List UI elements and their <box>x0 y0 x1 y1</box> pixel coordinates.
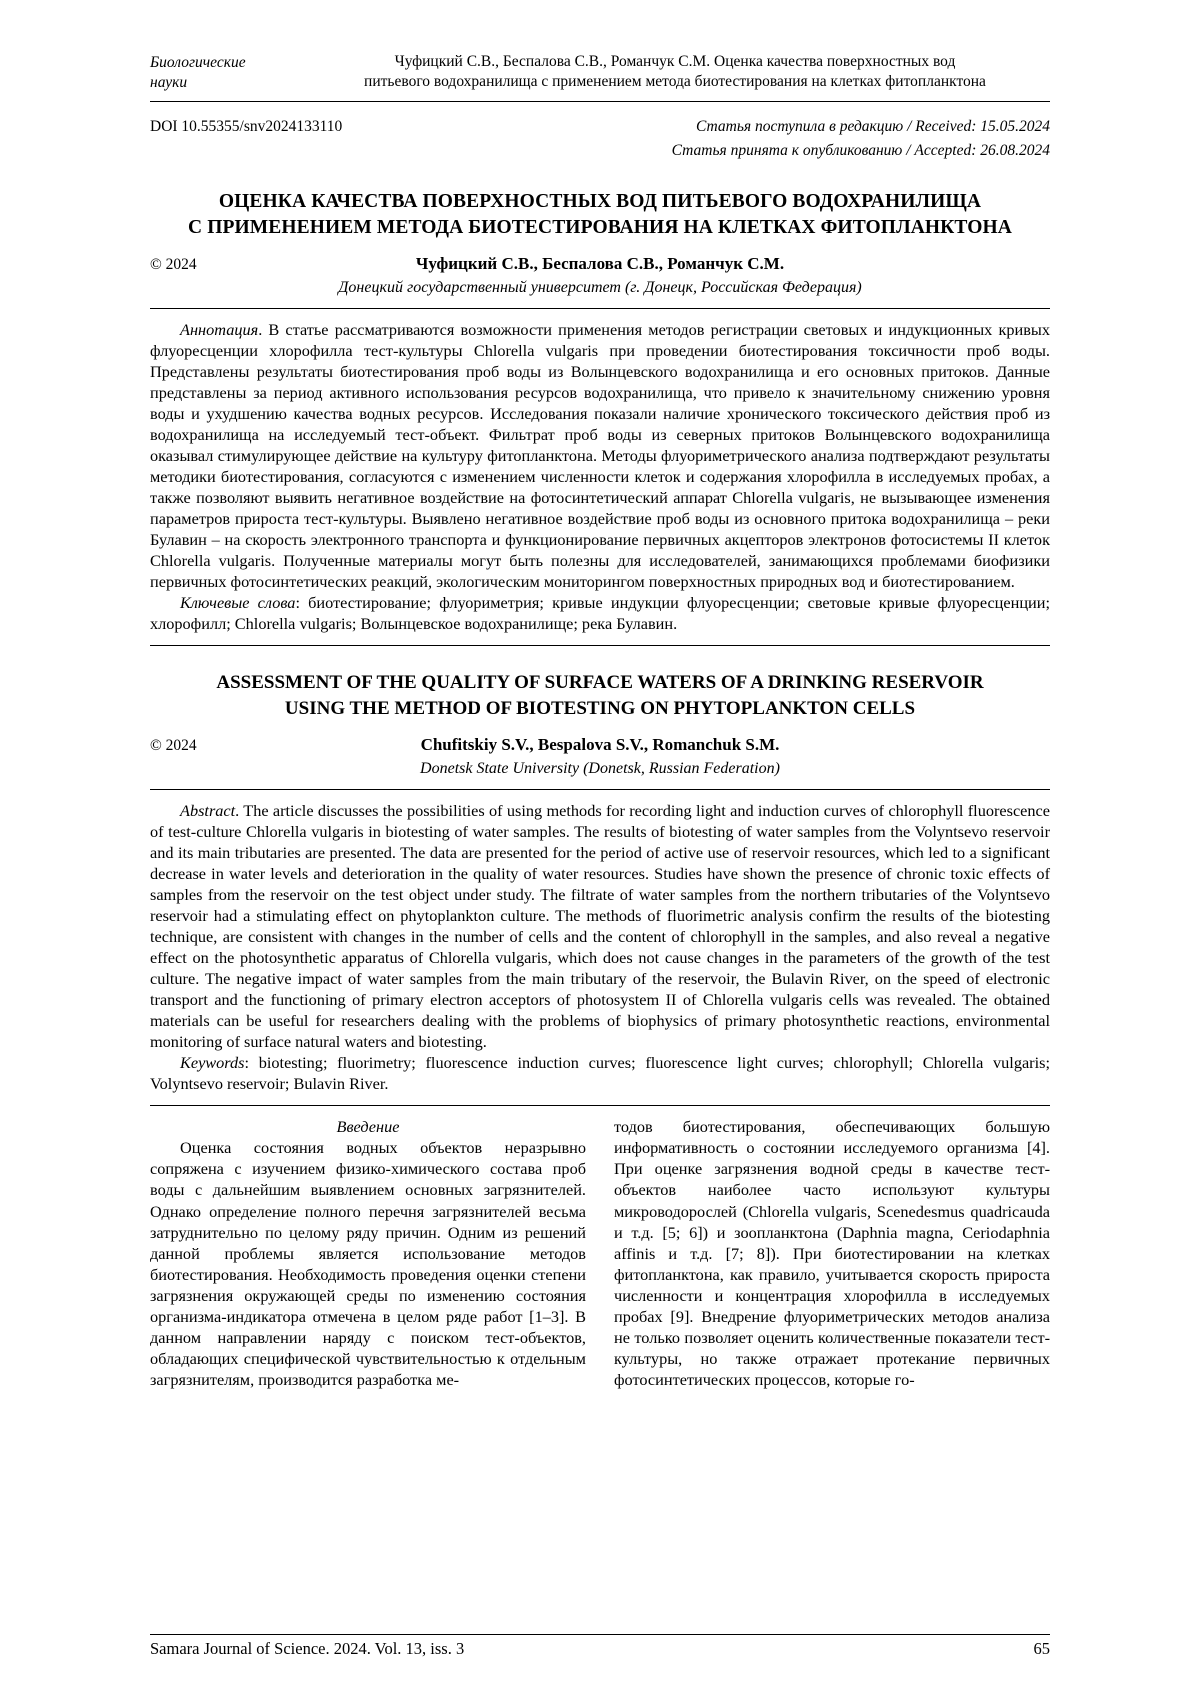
accepted-date: Статья принята к опубликованию / Accepted: 26.08.2024 <box>671 141 1050 159</box>
affiliation-en: Donetsk State University (Donetsk, Russian Federation) <box>420 759 780 777</box>
received-date: Статья поступила в редакцию / Received: 15.05.2024 <box>695 117 1050 135</box>
body-columns <box>150 1116 1050 1390</box>
running-head-right-line1: Чуфицкий С.В., Беспалова С.В., Романчук С.М. Оценка качества поверхностных вод <box>394 53 956 70</box>
abstract-en <box>150 800 1050 1094</box>
abstract-en-paragraph <box>150 800 1050 1052</box>
keywords-en-label: Keywords <box>180 1053 245 1073</box>
footer-divider <box>150 1634 1050 1635</box>
affiliation-ru: Донецкий государственный университет (г. Донецк, Российская Федерация) <box>338 278 862 296</box>
article-metadata <box>150 115 1050 163</box>
page-title-ru-line1: ОЦЕНКА КАЧЕСТВА ПОВЕРХНОСТНЫХ ВОД ПИТЬЕВОГО ВОДОХРАНИЛИЩА <box>218 190 982 212</box>
running-head <box>150 52 1050 94</box>
running-head-divider <box>150 101 1050 102</box>
section-heading-introduction: Введение <box>336 1117 400 1137</box>
body-column-left <box>150 1116 586 1390</box>
body-left-paragraph: Оценка состояния водных объектов неразрывно сопряжена с изучением физико-химического состава проб воды с дальнейшим выявлением основных загрязнителей. Однако определение полного перечня загрязнителей весьма затруднительно по целому ряду причин. Одним из решений данной проблемы является использование методов биотестирования. Необходимость проведения оценки степени загрязнения окружающей среды по изменению состояния организма-индикатора отмечена в целом ряде работ [1–3]. В данном направлении наряду с поиском тест-объектов, обладающих специфической чувствительностью к отдельным загрязнителям, производится разработка ме- <box>150 1138 586 1390</box>
copyright-en: © 2024 <box>150 736 197 754</box>
abstract-ru-label: Аннотация <box>180 319 259 339</box>
abstract-en-label: Abstract <box>180 800 236 820</box>
authors-en: Chufitskiy S.V., Bespalova S.V., Romanchuk S.M. <box>420 734 780 754</box>
running-head-left-line1: Биологические <box>150 54 246 71</box>
abstract-ru <box>150 319 1050 634</box>
page-title-ru <box>150 189 1050 242</box>
abstract-divider-ru-bottom <box>150 645 1050 646</box>
keywords-en-text: : biotesting; fluorimetry; fluorescence induction curves; fluorescence light curves; chlorophyll; Chlorella vulgaris; Volyntsevo reservoir; Bulavin River. <box>150 1053 1050 1094</box>
abstract-en-text: . The article discusses the possibilities of using methods for recording light and induction curves of chlorophyll fluorescence of test-culture Chlorella vulgaris in biotesting of water samples. The results of biotesting of water samples from the Volyntsevo reservoir and its main tributaries are presented. The data are presented for the period of active use of reservoir resources, which led to a significant decrease in water levels and deterioration in the quality of water resources. Studies have shown the presence of chronic toxic effects of samples from the reservoir on the test object under study. The filtrate of water samples from the northern tributaries of the Volyntsevo reservoir had a stimulating effect on phytoplankton culture. The methods of fluorimetric analysis confirm the results of the biotesting technique, are consistent with changes in the number of cells and the content of chlorophyll in the samples, and also reveal a negative effect on the photosynthetic apparatus of Chlorella vulgaris, which does not cause changes in the parameters of the growth of the test culture. The negative impact of water samples from the main tributary of the reservoir, the Bulavin River, on the speed of electronic transport and the functioning of primary electron acceptors of photosystem II of Chlorella vulgaris cells was revealed. The obtained materials can be useful for researchers dealing with the problems of biophysics of primary photosynthetic reactions, environmental monitoring of surface natural waters and biotesting. <box>150 800 1050 1052</box>
running-head-left <box>150 52 300 94</box>
abstract-ru-paragraph <box>150 319 1050 592</box>
abstract-divider-en-top <box>150 789 1050 790</box>
abstract-divider-en-bottom <box>150 1105 1050 1106</box>
page-title-en-line1: ASSESSMENT OF THE QUALITY OF SURFACE WATERS OF A DRINKING RESERVOIR <box>216 671 984 693</box>
keywords-ru-paragraph <box>150 592 1050 634</box>
copyright-ru: © 2024 <box>150 255 197 273</box>
keywords-en-paragraph <box>150 1052 1050 1094</box>
keywords-ru-label: Ключевые слова <box>180 592 296 612</box>
page-title-en-line2: USING THE METHOD OF BIOTESTING ON PHYTOPLANKTON CELLS <box>284 698 916 720</box>
page-title-en <box>150 670 1050 723</box>
running-head-left-line2: науки <box>150 74 188 92</box>
footer-page-number: 65 <box>1033 1639 1050 1658</box>
doi-code[interactable]: DOI 10.55355/snv2024133110 <box>150 117 343 135</box>
abstract-divider-ru-top <box>150 308 1050 309</box>
footer-journal: Samara Journal of Science. 2024. Vol. 13, iss. 3 <box>150 1639 465 1658</box>
page-footer <box>150 1634 1050 1659</box>
submission-dates <box>672 115 1050 163</box>
running-head-right <box>300 52 1050 93</box>
body-right-paragraph: тодов биотестирования, обеспечивающих большую информативность о состоянии исследуемого организма [4]. При оценке загрязнения водной среды в качестве тест-объектов наиболее часто используют культуры микроводорослей (Chlorella vulgaris, Scenedesmus quadricauda и т.д. [5; 6]) и зоопланктона (Daphnia magna, Ceriodaphnia affinis и т.д. [7; 8]). При биотестировании на клетках фитопланктона, как правило, учитывается скорость прироста численности и концентрация хлорофилла в исследуемых пробах [9]. Внедрение флуориметрических методов анализа не только позволяет оценить количественные показатели тест-культуры, но также отражает протекание первичных фотосинтетических процессов, которые го- <box>614 1117 1050 1390</box>
page-title-ru-line2: С ПРИМЕНЕНИЕМ МЕТОДА БИОТЕСТИРОВАНИЯ НА КЛЕТКАХ ФИТОПЛАНКТОНА <box>188 217 1012 239</box>
authors-ru: Чуфицкий С.В., Беспалова С.В., Романчук С.М. <box>415 253 785 273</box>
keywords-ru-text: : биотестирование; флуориметрия; кривые индукции флуоресценции; световые кривые флуоресценции; хлорофилл; Chlorella vulgaris; Волынцевское водохранилище; река Булавин. <box>150 592 1050 633</box>
identifiers <box>150 115 342 163</box>
running-head-right-line2: питьевого водохранилища с применением метода биотестирования на клетках фитопланктона <box>364 73 986 91</box>
body-column-right <box>614 1116 1050 1390</box>
abstract-ru-text: . В статье рассматриваются возможности применения методов регистрации световых и индукционных кривых флуоресценции хлорофилла тест-культуры Chlorella vulgaris при проведении биотестирования токсичности проб воды. Представлены результаты биотестирования проб воды из Волынцевского водохранилища и его основных притоков. Данные представлены за период активного использования ресурсов водохранилища, что привело к значительному снижению уровня воды и ухудшению качества водных ресурсов. Исследования показали наличие хронического токсического действия проб из водохранилища на исследуемый тест-объект. Фильтрат проб воды из северных притоков Волынцевского водохранилища оказывал стимулирующее действие на культуру фитопланктона. Методы флуориметрического анализа подтверждают результаты методики биотестирования, согласуются с изменением численности клеток и содержания хлорофилла в исследуемых пробах, а также позволяют выявить негативное воздействие на фотосинтетический аппарат Chlorella vulgaris, не вызывающее изменения параметров прироста тест-культуры. Выявлено негативное воздействие проб воды из основного притока водохранилища – реки Булавин – на скорость электронного транспорта и функционирование первичных акцепторов электронов фотосистемы II клеток Chlorella vulgaris. Полученные материалы могут быть полезны для исследователей, занимающихся проблемами биофизики первичных фотосинтетических реакций, экологическим мониторингом поверхностных природных вод и биотестированием. <box>150 319 1050 591</box>
